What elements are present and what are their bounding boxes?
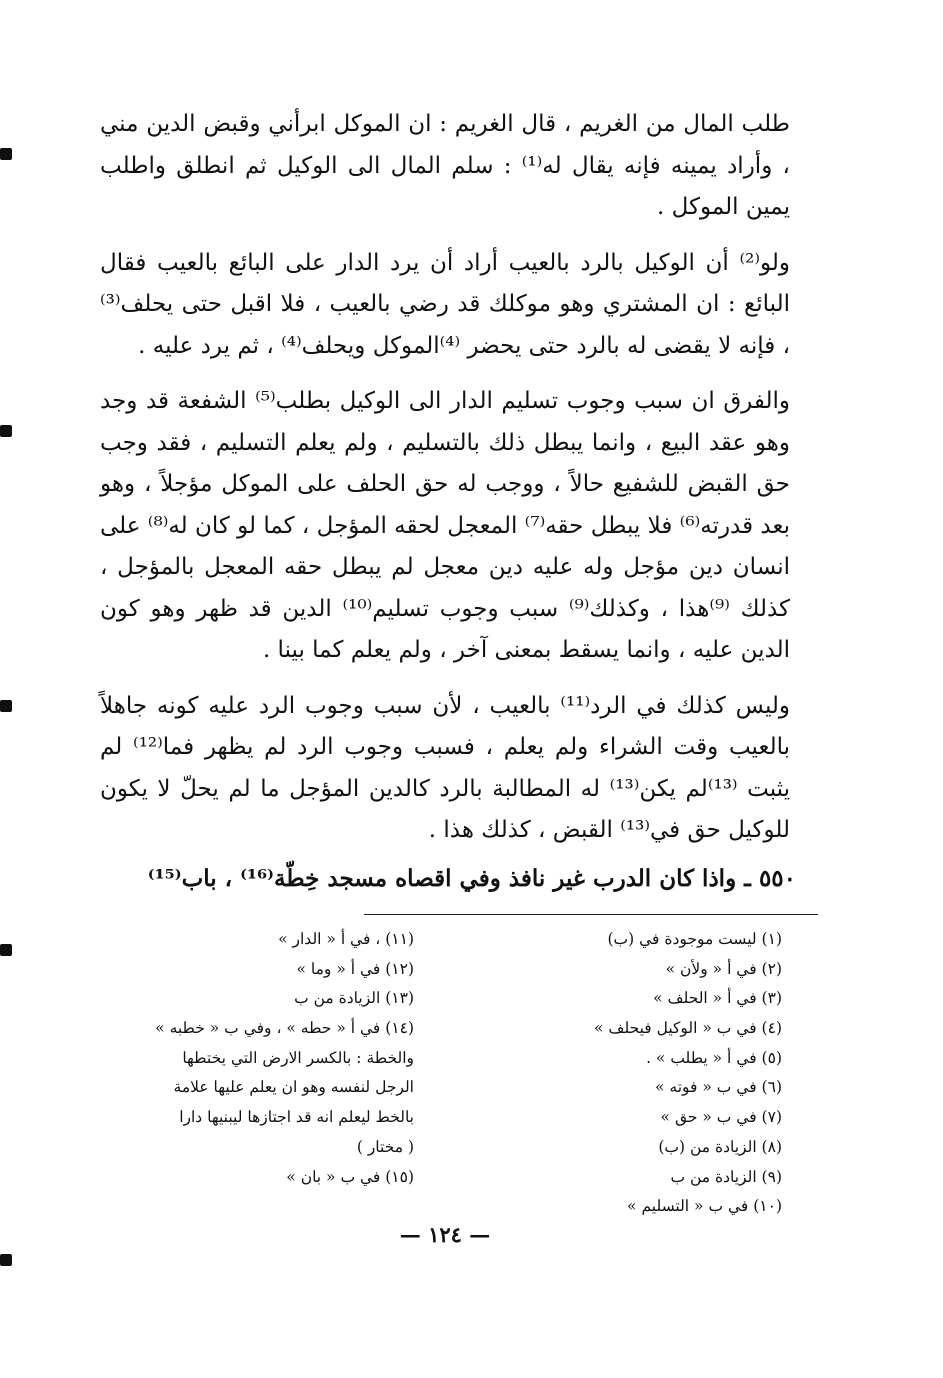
paragraph-2: ولو⁽²⁾ أن الوكيل بالرد بالعيب أراد أن يرد الدار على البائع بالعيب فقال البائع : ان المشتري وهو موكلك قد رضي بالعيب ، فلا اقبل حتى يحلف⁽³⁾ ، فإنه لا يقضى له بالرد حتى يحضر ⁽⁴⁾الموكل ويحلف⁽⁴⁾ ، ثم يرد عليه . <box>100 249 790 359</box>
footnote-14-note-line-3: بالخط ليعلم انه قد اجتازها ليبنيها دارا <box>179 1108 414 1127</box>
page-number: — ١٢٤ — <box>399 1222 491 1247</box>
footnote-7: (٧) في ب « حق » <box>660 1108 782 1127</box>
margin-mark <box>0 944 12 956</box>
footnote-2: (٢) في أ « ولأن » <box>665 959 782 978</box>
footnote-3: (٣) في أ « الحلف » <box>653 989 782 1008</box>
footnote-14-note-line-2: الرجل لنفسه وهو ان يعلم عليها علامة <box>173 1078 414 1097</box>
footnote-14-note-line-1: والخطة : بالكسر الارض التي يختطها <box>182 1048 414 1067</box>
margin-mark <box>0 1254 12 1266</box>
footnote-9: (٩) الزيادة من ب <box>670 1167 782 1186</box>
footnote-12: (١٢) في أ « وما » <box>296 959 414 978</box>
margin-mark <box>0 425 12 437</box>
footnote-1: (١) ليست موجودة في (ب) <box>607 930 782 948</box>
paragraph-4: وليس كذلك في الرد⁽¹¹⁾ بالعيب ، لأن سبب وجوب الرد عليه كونه جاهلاً بالعيب وقت الشراء ولم يعلم ، فسبب وجوب الرد لم يظهر فما⁽¹²⁾ لم يثبت ⁽¹³⁾لم يكن⁽¹³⁾ له المطالبة بالرد كالدين المؤجل ما لم يحلّ لا يكون للوكيل حق في⁽¹³⁾ القبض ، كذلك هذا . <box>100 692 790 843</box>
footnote-13: (١٣) الزيادة من ب <box>294 989 414 1008</box>
paragraph-1: طلب المال من الغريم ، قال الغريم : ان الموكل ابرأني وقبض الدين مني ، وأراد يمينه فإنه يقال له⁽¹⁾ : سلم المال الى الوكيل ثم انطلق واطلب يمين الموكل . <box>100 111 790 220</box>
margin-mark <box>0 148 12 160</box>
footnote-8: (٨) الزيادة من (ب) <box>658 1137 782 1156</box>
footnote-11: (١١) ، في أ « الدار » <box>278 930 414 948</box>
margin-mark <box>0 700 12 712</box>
footnote-5: (٥) في أ « يطلب » . <box>646 1048 782 1067</box>
footnote-10: (١٠) في ب « التسليم » <box>627 1197 782 1216</box>
footnote-14-source: ( مختار ) <box>356 1137 414 1156</box>
footnote-14: (١٤) في أ « حطه » ، وفي ب « خطبه » <box>155 1019 414 1038</box>
footnote-4: (٤) في ب « الوكيل فيحلف » <box>594 1019 782 1038</box>
footnote-15: (١٥) في ب « بان » <box>286 1167 414 1186</box>
footnote-divider <box>364 914 818 915</box>
footnotes-left-column <box>96 925 414 1192</box>
footnote-6: (٦) في ب « فوته » <box>654 1078 782 1097</box>
footnotes-right-column <box>560 925 782 1222</box>
section-heading: ٥٥٠ ـ واذا كان الدرب غير نافذ وفي اقصاه مسجد خِطّة⁽¹⁶⁾ ، باب⁽¹⁵⁾ <box>147 865 796 892</box>
paragraph-3: والفرق ان سبب وجوب تسليم الدار الى الوكيل بطلب⁽⁵⁾ الشفعة قد وجد وهو عقد البيع ، وانما يبطل ذلك بالتسليم ، ولم يعلم التسليم ، فقد وجب حق القبض للشفيع حالاً ، ووجب له حق الحلف على الموكل مؤجلاً ، وهو بعد قدرته⁽⁶⁾ فلا يبطل حقه⁽⁷⁾ المعجل لحقه المؤجل ، كما لو كان له⁽⁸⁾ على انسان دين مؤجل وله عليه دين معجل لم يبطل حقه المعجل بالمؤجل ، كذلك ⁽⁹⁾هذا ، وكذلك⁽⁹⁾ سبب وجوب تسليم⁽¹⁰⁾ الدين قد ظهر وهو كون الدين عليه ، وانما يسقط بمعنى آخر ، ولم يعلم كما بينا . <box>99 388 791 663</box>
main-text-block <box>100 104 790 852</box>
